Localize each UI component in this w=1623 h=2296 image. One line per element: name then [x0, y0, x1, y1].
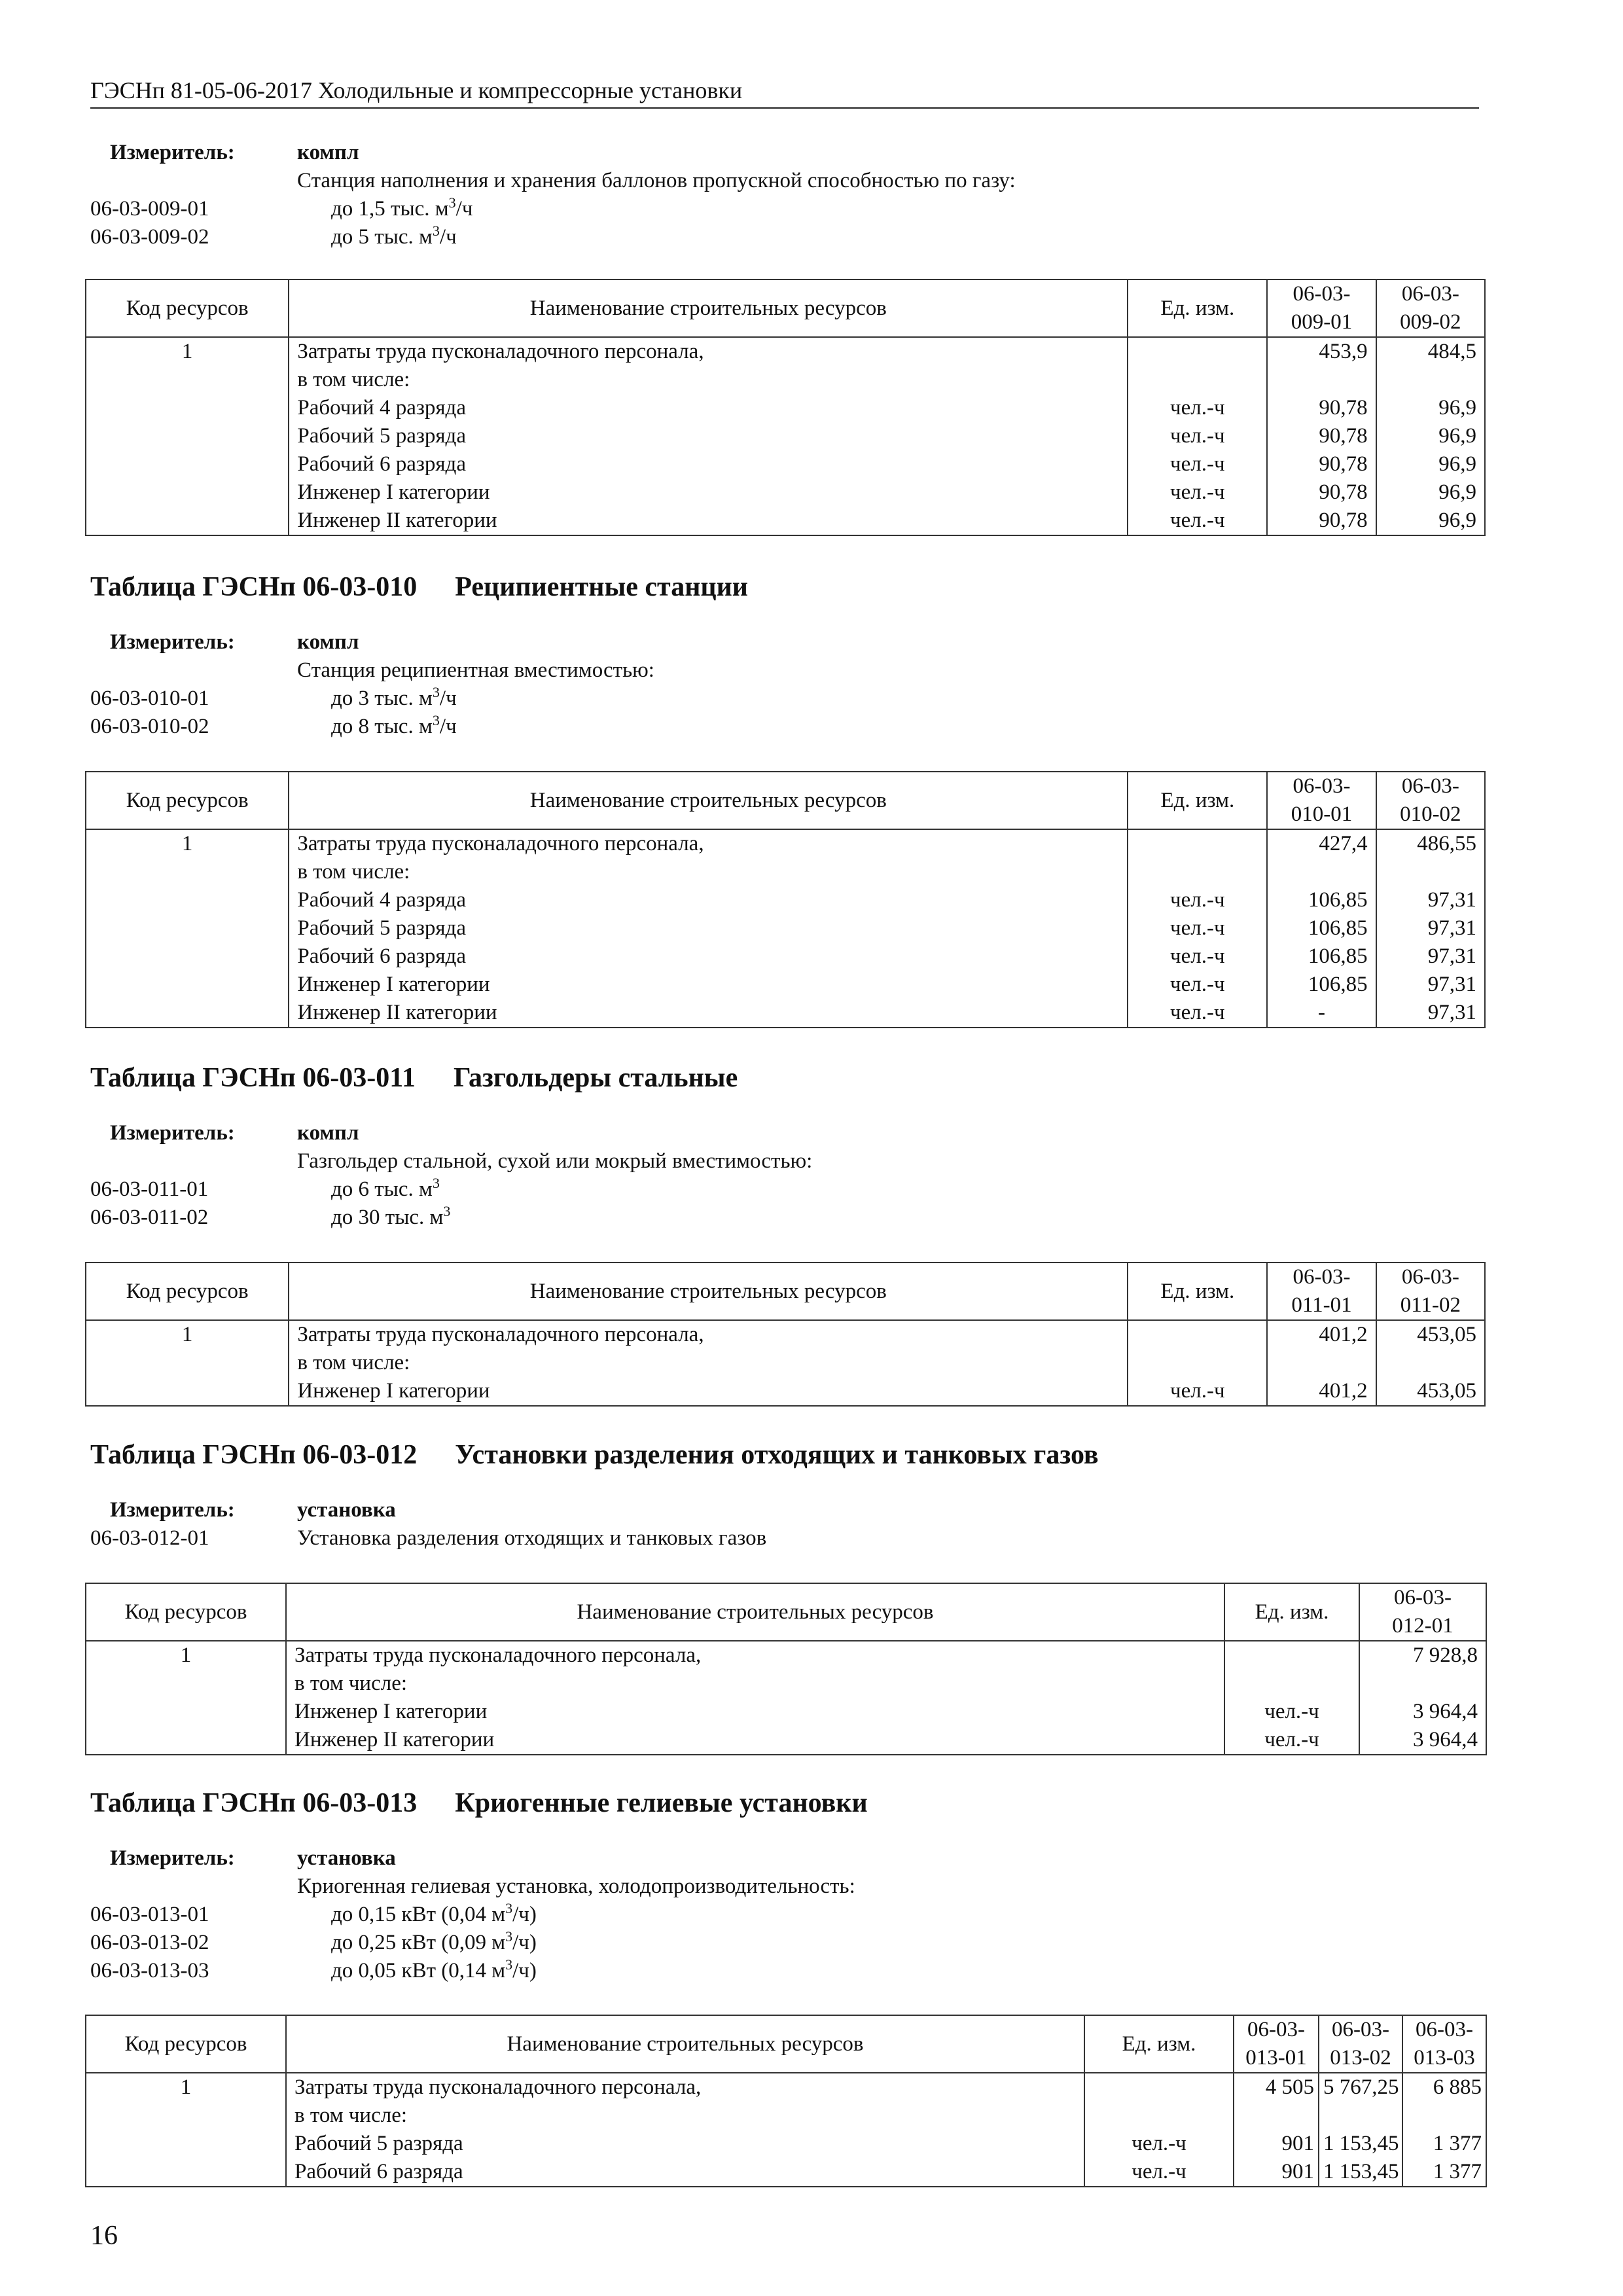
measurer-block-013 — [90, 1844, 1484, 1985]
measurer-unit: компл — [297, 630, 359, 654]
measurer-label: Измеритель: — [110, 141, 235, 164]
col-header-value: 06-03- 009-02 — [1376, 279, 1485, 337]
item-text: до 8 тыс. $м^3/ч$ — [331, 712, 457, 738]
resource-values: 453,05 453,05 — [1376, 1320, 1485, 1406]
col-header-unit: Ед. изм. — [1128, 772, 1267, 829]
measurer-unit: компл — [297, 141, 359, 164]
table-row — [86, 829, 1485, 1028]
col-header-value: 06-03- 013-01 — [1234, 2015, 1319, 2073]
item-text: до 0,05 кВт (0,14 $м^3/ч$) — [331, 1956, 537, 1982]
measurer-description: Газгольдер стальной, сухой или мокрый вместимостью: — [297, 1149, 813, 1173]
resource-code: 1 — [86, 829, 289, 1028]
resource-code: 1 — [86, 1641, 286, 1755]
table-heading-012: Таблица ГЭСНп 06-03-012 Установки разделения отходящих и танковых газов — [90, 1440, 1099, 1470]
item-code: 06-03-009-02 — [90, 225, 209, 249]
measurer-unit: установка — [297, 1498, 396, 1522]
measurer-label: Измеритель: — [110, 630, 235, 654]
resource-values: 4 505 901 901 — [1234, 2073, 1319, 2187]
col-header-value: 06-03- 012-01 — [1359, 1583, 1486, 1641]
col-header-code: Код ресурсов — [86, 1263, 289, 1320]
col-header-code: Код ресурсов — [86, 1583, 286, 1641]
resource-table-009 — [85, 279, 1486, 536]
resource-units: чел.-ч чел.-ч чел.-ч чел.-ч чел.-ч — [1128, 337, 1267, 535]
resource-values: 401,2 401,2 — [1267, 1320, 1376, 1406]
resource-names: Затраты труда пусконаладочного персонала, в том числе: Инженер I категории Инженер II категории — [286, 1641, 1224, 1755]
measurer-block-012 — [90, 1496, 1484, 1552]
resource-code: 1 — [86, 337, 289, 535]
resource-table-010 — [85, 771, 1486, 1028]
item-row — [90, 1957, 1484, 1985]
measurer-block-010 — [90, 628, 1484, 741]
resource-names: Затраты труда пусконаладочного персонала, в том числе: Рабочий 4 разряда Рабочий 5 разряда Рабочий 6 разряда Инженер I категории Инженер II категории — [289, 337, 1128, 535]
measurer-unit: установка — [297, 1846, 396, 1870]
page-number: 16 — [90, 2221, 118, 2251]
item-text: Установка разделения отходящих и танковых газов — [297, 1526, 767, 1550]
item-row — [90, 1175, 1484, 1204]
measurer-block-011 — [90, 1119, 1484, 1232]
resource-values: 484,5 96,9 96,9 96,9 96,9 96,9 — [1376, 337, 1485, 535]
item-row — [90, 685, 1484, 713]
resource-names: Затраты труда пусконаладочного персонала, в том числе: Рабочий 5 разряда Рабочий 6 разряда — [286, 2073, 1084, 2187]
col-header-value: 06-03- 010-02 — [1376, 772, 1485, 829]
item-row — [90, 1524, 1484, 1552]
item-row — [90, 1204, 1484, 1232]
resource-values: 453,9 90,78 90,78 90,78 90,78 90,78 — [1267, 337, 1376, 535]
col-header-name: Наименование строительных ресурсов — [289, 279, 1128, 337]
item-row — [90, 195, 1484, 223]
col-header-code: Код ресурсов — [86, 2015, 286, 2073]
table-row — [86, 1320, 1485, 1406]
resource-table-011 — [85, 1262, 1486, 1407]
item-text: до 30 тыс. $м^3$ — [331, 1203, 451, 1229]
running-header: ГЭСНп 81-05-06-2017 Холодильные и компрессорные установки — [90, 76, 1479, 109]
resource-units: чел.-ч чел.-ч — [1084, 2073, 1234, 2187]
resource-values: 6 885 1 377 1 377 — [1402, 2073, 1486, 2187]
resource-values: 7 928,8 3 964,4 3 964,4 — [1359, 1641, 1486, 1755]
measurer-label: Измеритель: — [110, 1846, 235, 1870]
item-row — [90, 713, 1484, 741]
table-heading-013: Таблица ГЭСНп 06-03-013 Криогенные гелиевые установки — [90, 1788, 868, 1818]
measurer-label: Измеритель: — [110, 1121, 235, 1145]
table-row — [86, 1641, 1486, 1755]
col-header-value: 06-03- 010-01 — [1267, 772, 1376, 829]
col-header-unit: Ед. изм. — [1128, 1263, 1267, 1320]
item-code: 06-03-013-01 — [90, 1903, 209, 1926]
resource-code: 1 — [86, 2073, 286, 2187]
item-row — [90, 223, 1484, 251]
resource-units: чел.-ч — [1128, 1320, 1267, 1406]
item-row — [90, 1929, 1484, 1957]
item-code: 06-03-011-02 — [90, 1206, 209, 1229]
item-text: до 1,5 тыс. $м^3/ч$ — [331, 194, 473, 221]
resource-table-013 — [85, 2015, 1487, 2187]
resource-names: Затраты труда пусконаладочного персонала, в том числе: Рабочий 4 разряда Рабочий 5 разряда Рабочий 6 разряда Инженер I категории Инженер II категории — [289, 829, 1128, 1028]
col-header-unit: Ед. изм. — [1224, 1583, 1359, 1641]
col-header-unit: Ед. изм. — [1084, 2015, 1234, 2073]
resource-code: 1 — [86, 1320, 289, 1406]
item-text: до 6 тыс. $м^3$ — [331, 1175, 440, 1201]
col-header-value: 06-03- 009-01 — [1267, 279, 1376, 337]
col-header-name: Наименование строительных ресурсов — [289, 1263, 1128, 1320]
col-header-value: 06-03- 013-03 — [1402, 2015, 1486, 2073]
item-row — [90, 1901, 1484, 1929]
col-header-unit: Ед. изм. — [1128, 279, 1267, 337]
item-text: до 5 тыс. $м^3/ч$ — [331, 223, 457, 249]
table-heading-010: Таблица ГЭСНп 06-03-010 Реципиентные станции — [90, 572, 748, 602]
item-code: 06-03-011-01 — [90, 1177, 209, 1201]
col-header-value: 06-03- 011-02 — [1376, 1263, 1485, 1320]
col-header-name: Наименование строительных ресурсов — [286, 1583, 1224, 1641]
item-code: 06-03-012-01 — [90, 1526, 209, 1550]
item-text: до 0,15 кВт (0,04 $м^3/ч$) — [331, 1900, 537, 1926]
measurer-unit: компл — [297, 1121, 359, 1145]
item-code: 06-03-013-03 — [90, 1959, 209, 1982]
col-header-value: 06-03- 013-02 — [1319, 2015, 1402, 2073]
table-heading-011: Таблица ГЭСНп 06-03-011 Газгольдеры стальные — [90, 1063, 738, 1093]
measurer-description: Станция реципиентная вместимостью: — [297, 658, 654, 682]
measurer-label: Измеритель: — [110, 1498, 235, 1522]
col-header-code: Код ресурсов — [86, 279, 289, 337]
item-code: 06-03-013-02 — [90, 1931, 209, 1954]
table-row — [86, 2073, 1486, 2187]
item-code: 06-03-010-01 — [90, 687, 209, 710]
item-text: до 3 тыс. $м^3/ч$ — [331, 684, 457, 710]
resource-units: чел.-ч чел.-ч чел.-ч чел.-ч чел.-ч — [1128, 829, 1267, 1028]
resource-table-012 — [85, 1583, 1487, 1755]
measurer-description: Криогенная гелиевая установка, холодопроизводительность: — [297, 1874, 855, 1898]
resource-values: 427,4 106,85 106,85 106,85 106,85 - — [1267, 829, 1376, 1028]
table-row — [86, 337, 1485, 535]
resource-values: 5 767,25 1 153,45 1 153,45 — [1319, 2073, 1402, 2187]
measurer-description: Станция наполнения и хранения баллонов пропускной способностью по газу: — [297, 169, 1016, 192]
col-header-code: Код ресурсов — [86, 772, 289, 829]
measurer-block-009 — [90, 139, 1484, 251]
item-text: до 0,25 кВт (0,09 $м^3/ч$) — [331, 1928, 537, 1954]
col-header-value: 06-03- 011-01 — [1267, 1263, 1376, 1320]
resource-names: Затраты труда пусконаладочного персонала, в том числе: Инженер I категории — [289, 1320, 1128, 1406]
resource-units: чел.-ч чел.-ч — [1224, 1641, 1359, 1755]
col-header-name: Наименование строительных ресурсов — [286, 2015, 1084, 2073]
col-header-name: Наименование строительных ресурсов — [289, 772, 1128, 829]
resource-values: 486,55 97,31 97,31 97,31 97,31 97,31 — [1376, 829, 1485, 1028]
item-code: 06-03-009-01 — [90, 197, 209, 221]
item-code: 06-03-010-02 — [90, 715, 209, 738]
